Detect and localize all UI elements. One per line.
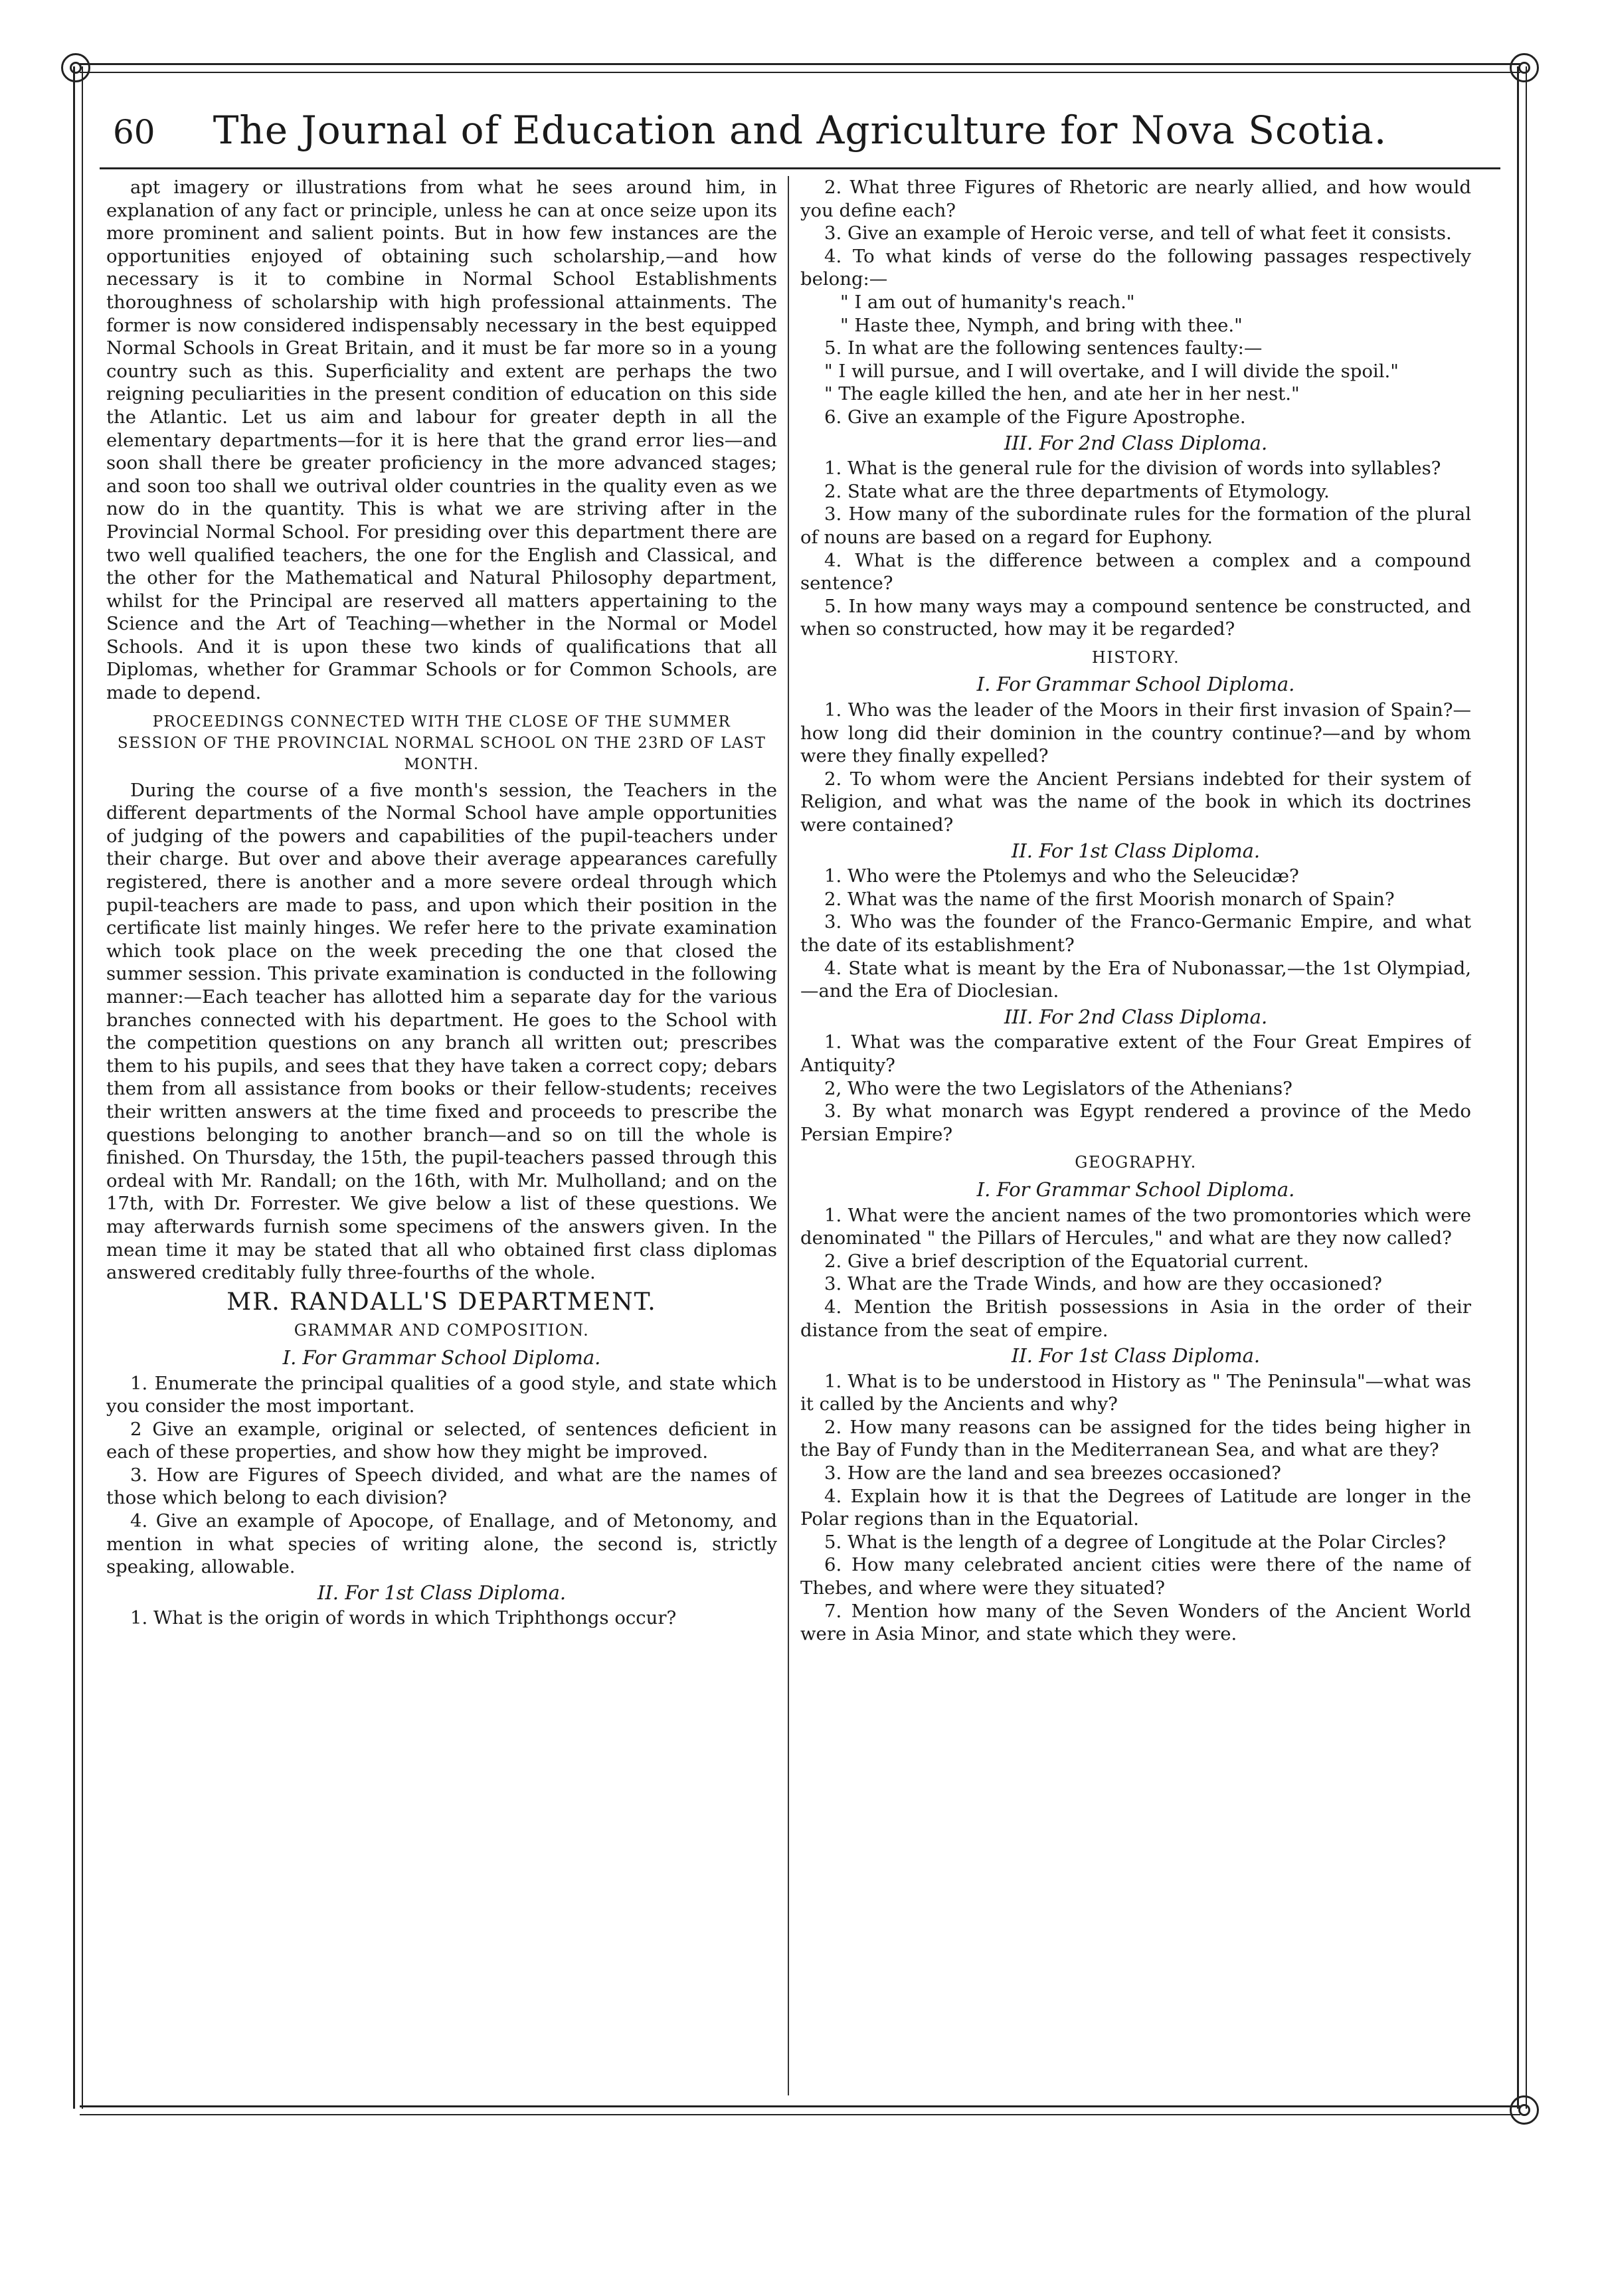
question-item: 1. Who were the Ptolemys and who the Seleucidæ?: [824, 865, 1299, 887]
question-item: 3. Give an example of Heroic verse, and tell of what feet it consists.: [824, 222, 1452, 244]
question-item: 3. How are Figures of Speech divided, and what are the names of those which belong to each division?: [106, 1464, 777, 1509]
grammar-subheading-second-class: III. For 2nd Class Diploma.: [1004, 431, 1268, 454]
frame-left-border: [73, 66, 83, 2109]
question-item: 1. What is the general rule for the division of words into syllables?: [824, 458, 1441, 480]
question-item: 4. Explain how it is that the Degrees of Latitude are longer in the Polar regions than in the Equatorial.: [800, 1485, 1471, 1530]
question-item: 4. To what kinds of verse do the following passages respectively belong:—: [800, 245, 1471, 290]
question-item: 2. Give a brief description of the Equatorial current.: [824, 1250, 1309, 1272]
question-item: 5. In what are the following sentences faulty:—: [824, 337, 1263, 359]
question-item: 2, Who were the two Legislators of the Athenians?: [824, 1077, 1292, 1099]
question-item: 6. Give an example of the Figure Apostrophe.: [824, 406, 1246, 428]
question-item: 2 Give an example, original or selected, of sentences deficient in each of these properties, and show how they might be improved.: [106, 1418, 777, 1463]
question-item: 4. What is the difference between a complex and a compound sentence?: [800, 549, 1471, 594]
question-item: 2. What three Figures of Rhetoric are nearly allied, and how would you define each?: [800, 177, 1471, 221]
grammar-heading: GRAMMAR AND COMPOSITION.: [294, 1321, 590, 1340]
page-header: [100, 100, 1500, 159]
corner-ornament-icon: [1510, 2095, 1539, 2125]
verse-quote: " Haste thee, Nymph, and bring with thee.": [840, 314, 1243, 336]
grammar-subheading-grammar-school: I. For Grammar School Diploma.: [282, 1346, 601, 1369]
running-title: The Journal of Education and Agriculture for Nova Scotia.: [213, 108, 1387, 153]
question-item: 4. State what is meant by the Era of Nubonassar,—the 1st Olympiad,—and the Era of Dioclesian.: [800, 957, 1471, 1002]
question-item: 5. In how many ways may a compound sentence be constructed, and when so constructed, how may it be regarded?: [800, 595, 1471, 640]
question-item: 7. Mention how many of the Seven Wonders of the Ancient World were in Asia Minor, and state which they were.: [800, 1600, 1471, 1645]
geography-heading: GEOGRAPHY.: [1075, 1153, 1197, 1172]
proceedings-paragraph: During the course of a five month's session, the Teachers in the different departments of the Normal School have ample opportunities of judging of the powers and capabilities of the pupil-teachers under their charge. But over and above their average appearances carefully registered, there is another and a more severe ordeal through which pupil-teachers are made to pass, and upon which their position in the certificate list mainly hinges. We refer here to the private examination which took place on the week preceding the one that closed the summer session. This private examination is conducted in the following manner:—Each teacher has allotted him a separate day for the various branches connected with his department. He goes to the School with the competition questions on any branch all written out; prescribes them to his pupils, and sees that they have taken a correct copy; debars them from all assistance from books or their fellow-students; receives their written answers at the time fixed and proceeds to prescribe the questions belonging to another branch—and so on till the whole is finished. On Thursday, the 15th, the pupil-teachers passed through this ordeal with Mr. Randall; on the 16th, with Mr. Mulholland; and on the 17th, with Dr. Forrester. We give below a list of these questions. We may afterwards furnish some specimens of the answers given. In the mean time it may be stated that all who obtained first class diplomas answered creditably fully three-fourths of the whole.: [106, 779, 777, 1284]
question-item: 1. What was the comparative extent of the Four Great Empires of Antiquity?: [800, 1031, 1471, 1076]
page-number: 60: [113, 113, 155, 151]
history-subheading-first-class: II. For 1st Class Diploma.: [1011, 839, 1261, 862]
question-item: 1. Enumerate the principal qualities of a good style, and state which you consider the most important.: [106, 1372, 777, 1417]
article-columns: [106, 176, 1500, 2095]
question-item: 3. How many of the subordinate rules for the formation of the plural of nouns are based on a regard for Euphony.: [800, 503, 1471, 548]
question-item: 4. Mention the British possessions in Asia in the order of their distance from the seat of empire.: [800, 1296, 1471, 1341]
question-item: 6. How many celebrated ancient cities were there of the name of Thebes, and where were they situated?: [800, 1554, 1471, 1599]
sentence-quote: " The eagle killed the hen, and ate her in her nest.": [824, 383, 1300, 405]
question-item: 2. To whom were the Ancient Persians indebted for their system of Religion, and what was the name of the book in which its doctrines were contained?: [800, 768, 1471, 836]
question-item: 2. State what are the three departments of Etymology.: [824, 480, 1330, 502]
question-item: 1. Who was the leader of the Moors in their first invasion of Spain?—how long did their dominion in the country continue?—and by whom were they finally expelled?: [800, 699, 1471, 767]
history-heading: HISTORY.: [1091, 648, 1180, 667]
question-item: 4. Give an example of Apocope, of Enallage, and of Metonomy, and mention in what species of writing alone, the second is, strictly speaking, allowable.: [106, 1510, 777, 1578]
proceedings-heading: PROCEEDINGS CONNECTED WITH THE CLOSE OF THE SUMMER SESSION OF THE PROVINCIAL NORMAL SCHOOL ON THE 23RD OF LAST MONTH.: [117, 713, 766, 773]
geography-subheading-grammar-school: I. For Grammar School Diploma.: [976, 1178, 1295, 1201]
left-column: [106, 176, 777, 2095]
frame-top-border: [80, 63, 1520, 73]
grammar-subheading-first-class: II. For 1st Class Diploma.: [317, 1581, 567, 1604]
corner-ornament-icon: [1510, 53, 1539, 82]
question-item: 3. What are the Trade Winds, and how are they occasioned?: [824, 1273, 1382, 1295]
frame-right-border: [1517, 66, 1527, 2109]
sentence-quote: " I will pursue, and I will overtake, and I will divide the spoil.": [824, 360, 1399, 382]
history-subheading-grammar-school: I. For Grammar School Diploma.: [976, 673, 1295, 696]
right-column: [800, 176, 1471, 2095]
question-item: 1. What were the ancient names of the two promontories which were denominated " the Pillars of Hercules," and what are they now called?: [800, 1204, 1471, 1249]
department-heading: MR. RANDALL'S DEPARTMENT.: [226, 1288, 657, 1316]
header-rule: [100, 167, 1500, 169]
column-divider: [788, 176, 789, 2095]
geography-subheading-first-class: II. For 1st Class Diploma.: [1011, 1344, 1261, 1368]
verse-quote: " I am out of humanity's reach.": [840, 291, 1135, 313]
question-item: 2. How many reasons can be assigned for the tides being higher in the Bay of Fundy than in the Mediterranean Sea, and what are they?: [800, 1416, 1471, 1461]
question-item: 3. Who was the founder of the Franco-Germanic Empire, and what the date of its establishment?: [800, 911, 1471, 956]
intro-paragraph: apt imagery or illustrations from what he sees around him, in explanation of any fact or principle, unless he can at once seize upon its more prominent and salient points. But in how few instances are the opportunities enjoyed of obtaining such scholarship,—and how necessary is it to combine in Normal School Establishments thoroughness of scholarship with high professional attainments. The former is now considered indispensably necessary in the best equipped Normal Schools in Great Britain, and it must be far more so in a young country such as this. Superficiality and extent are perhaps the two reigning peculiarities in the present condition of education on this side the Atlantic. Let us aim and labour for greater depth in all the elementary departments—for it is here that the grand error lies—and soon shall there be greater proficiency in the more advanced stages; and soon too shall we outrival older countries in the quality even as we now do in the quantity. This is what we are striving after in the Provincial Normal School. For presiding over this department there are two well qualified teachers, the one for the English and Classical, and the other for the Mathematical and Natural Philosophy department, whilst for the Principal are reserved all matters appertaining to the Science and the Art of Teaching—whether in the Normal or Model Schools. And it is upon these two kinds of qualifications that all Diplomas, whether for Grammar Schools or for Common Schools, are made to depend.: [106, 177, 777, 704]
frame-bottom-border: [80, 2105, 1520, 2115]
question-item: 3. By what monarch was Egypt rendered a province of the Medo Persian Empire?: [800, 1101, 1471, 1145]
question-item: 3. How are the land and sea breezes occasioned?: [824, 1462, 1281, 1484]
corner-ornament-icon: [61, 53, 90, 82]
question-item: 1. What is the origin of words in which Triphthongs occur?: [130, 1607, 677, 1629]
history-subheading-second-class: III. For 2nd Class Diploma.: [1004, 1005, 1268, 1028]
question-item: 2. What was the name of the first Moorish monarch of Spain?: [824, 888, 1395, 910]
question-item: 5. What is the length of a degree of Longitude at the Polar Circles?: [824, 1531, 1447, 1553]
question-item: 1. What is to be understood in History as " The Peninsula"—what was it called by the Ancients and why?: [800, 1370, 1471, 1415]
